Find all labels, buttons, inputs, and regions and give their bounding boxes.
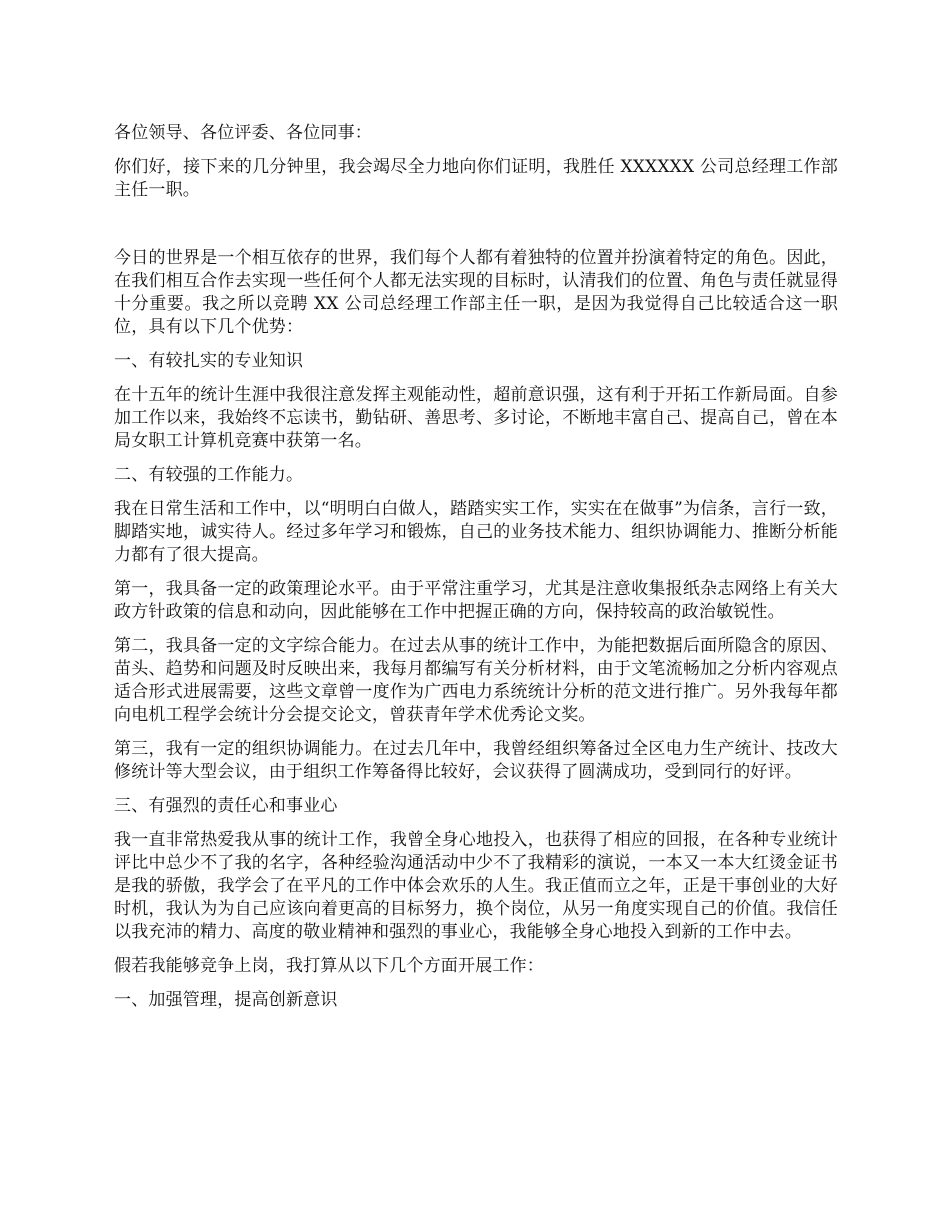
document-page	[114, 122, 838, 1023]
blank-gap	[114, 213, 838, 247]
body-paragraph: 假若我能够竞争上岗，我打算从以下几个方面开展工作：	[114, 956, 544, 976]
intro-paragraph: 今日的世界是一个相互依存的世界，我们每个人都有着独特的位置并扮演着特定的角色。因此，在我们相互合作去实现一些任何个人都无法实现的目标时，认清我们的位置、角色与责任就显得十分重要。我之所以竞聘 XX 公司总经理工作部主任一职，是因为我觉得自己比较适合这一职位，具有以下几个优势：	[114, 248, 838, 337]
section-heading-3: 三、有强烈的责任心和事业心	[114, 796, 338, 816]
body-paragraph: 我一直非常热爱我从事的统计工作，我曾全身心地投入，也获得了相应的回报，在各种专业统计评比中总少不了我的名字，各种经验沟通活动中少不了我精彩的演说，一本又一本大红烫金证书是我的骄傲，我学会了在平凡的工作中体会欢乐的人生。我正值而立之年，正是干事创业的大好时机，我认为为自己应该向着更高的目标努力，换个岗位，从另一角度实现自己的价值。我信任以我充沛的精力、高度的敬业精神和强烈的事业心，我能够全身心地投入到新的工作中去。	[114, 830, 838, 942]
body-paragraph: 第二，我具备一定的文字综合能力。在过去从事的统计工作中，为能把数据后面所隐含的原因、苗头、趋势和问题及时反映出来，我每月都编写有关分析材料，由于文笔流畅加之分析内容观点适合形式进展需要，这些文章曾一度作为广西电力系统统计分析的范文进行推广。另外我每年都向电机工程学会统计分会提交论文，曾获青年学术优秀论文奖。	[114, 636, 838, 725]
section-heading-2: 二、有较强的工作能力。	[114, 465, 304, 485]
opening-paragraph: 你们好，接下来的几分钟里，我会竭尽全力地向你们证明，我胜任 XXXXXX 公司总经理工作部主任一职。	[114, 157, 838, 200]
body-paragraph: 第一，我具备一定的政策理论水平。由于平常注重学习，尤其是注意收集报纸杂志网络上有关大政方针政策的信息和动向，因此能够在工作中把握正确的方向，保持较高的政治敏锐性。	[114, 579, 838, 622]
body-paragraph: 第三，我有一定的组织协调能力。在过去几年中，我曾经组织筹备过全区电力生产统计、技改大修统计等大型会议，由于组织工作筹备得比较好，会议获得了圆满成功，受到同行的好评。	[114, 739, 838, 782]
body-paragraph: 在十五年的统计生涯中我很注意发挥主观能动性，超前意识强，这有利于开拓工作新局面。自参加工作以来，我始终不忘读书，勤钻研、善思考、多讨论，不断地丰富自己、提高自己，曾在本局女职工计算机竞赛中获第一名。	[114, 385, 838, 451]
salutation: 各位领导、各位评委、各位同事：	[114, 123, 372, 143]
section-heading-4: 一、加强管理，提高创新意识	[114, 990, 338, 1010]
body-paragraph: 我在日常生活和工作中，以“明明白白做人，踏踏实实工作，实实在在做事”为信条，言行一致，脚踏实地，诚实待人。经过多年学习和锻炼，自己的业务技术能力、组织协调能力、推断分析能力都有了很大提高。	[114, 499, 838, 565]
section-heading-1: 一、有较扎实的专业知识	[114, 351, 304, 371]
